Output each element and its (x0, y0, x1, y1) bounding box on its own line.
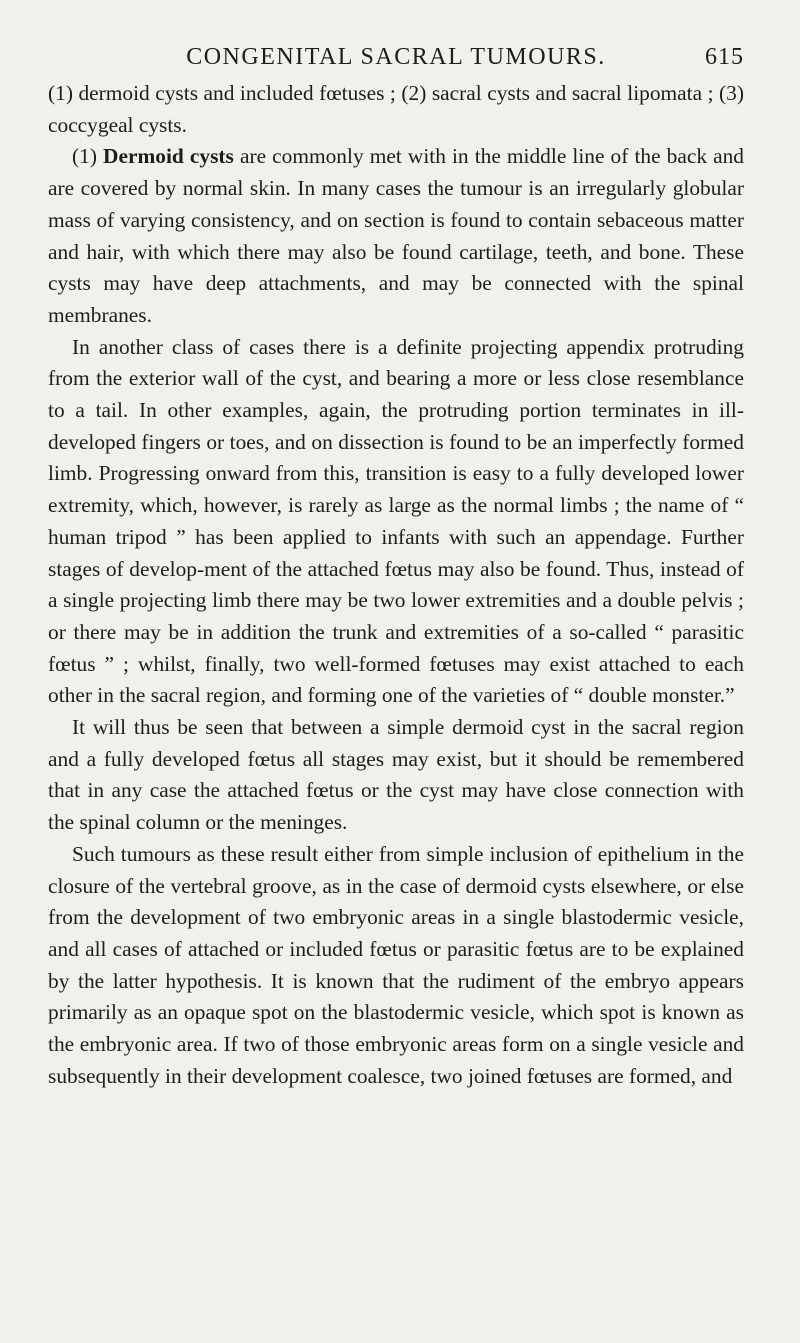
page-number: 615 (705, 44, 744, 70)
running-title: CONGENITAL SACRAL TUMOURS. (186, 44, 606, 70)
section-heading-dermoid-cysts: Dermoid cysts (103, 144, 234, 169)
paragraph-text: are commonly met with in the middle line of the back and are covered by normal skin. In many cases the tumour is an irregularly globular mass of varying consistency, and on section is found to contain sebaceous matter and hair, with which there may also be found cartilage, teeth, and bone. These cysts may have deep attachments, and may be connected with the spinal membranes. (48, 144, 745, 327)
paragraph-classification-continuation: (1) dermoid cysts and included fœtuses ; (2) sacral cysts and sacral lipomata ; (3) coccygeal cysts. (48, 81, 744, 137)
paragraph-dermoid-cysts (48, 141, 744, 331)
paragraph-all-stages: It will thus be seen that between a simple dermoid cyst in the sacral region and a fully developed fœtus all stages may exist, but it should be remembered that in any case the attached fœtus or the cyst may have close connection with the spinal column or the meninges. (48, 715, 744, 835)
paragraph-origin-of-tumours: Such tumours as these result either from simple inclusion of epithelium in the closure of the vertebral groove, as in the case of dermoid cysts elsewhere, or else from the development of two embryonic areas in a single blastodermic vesicle, and all cases of attached or included fœtus or parasitic fœtus are to be explained by the latter hypothesis. It is known that the rudiment of the embryo appears primarily as an opaque spot on the blastodermic vesicle, which spot is known as the embryonic area. If two of those embryonic areas form on a single vesicle and subsequently in their development coalesce, two joined fœtuses are formed, and (48, 841, 744, 1088)
section-number: (1) (72, 144, 104, 169)
body-text (48, 78, 744, 1093)
running-head (48, 44, 744, 78)
paragraph-projecting-appendix: In another class of cases there is a definite projecting appendix protruding from the exterior wall of the cyst, and bearing a more or less close resemblance to a tail. In other examples, again, the protruding portion terminates in ill-developed fingers or toes, and on dissection is found to be an imperfectly formed limb. Progressing onward from this, transition is easy to a fully developed lower extremity, which, however, is rarely as large as the normal limbs ; the name of “ human tripod ” has been applied to infants with such an appendage. Further stages of develop-ment of the attached fœtus may also be found. Thus, instead of a single projecting limb there may be two lower extremities and a double pelvis ; or there may be in addition the trunk and extremities of a so-called “ parasitic fœtus ” ; whilst, finally, two well-formed fœtuses may exist attached to each other in the sacral region, and forming one of the varieties of “ double monster.” (48, 334, 744, 708)
